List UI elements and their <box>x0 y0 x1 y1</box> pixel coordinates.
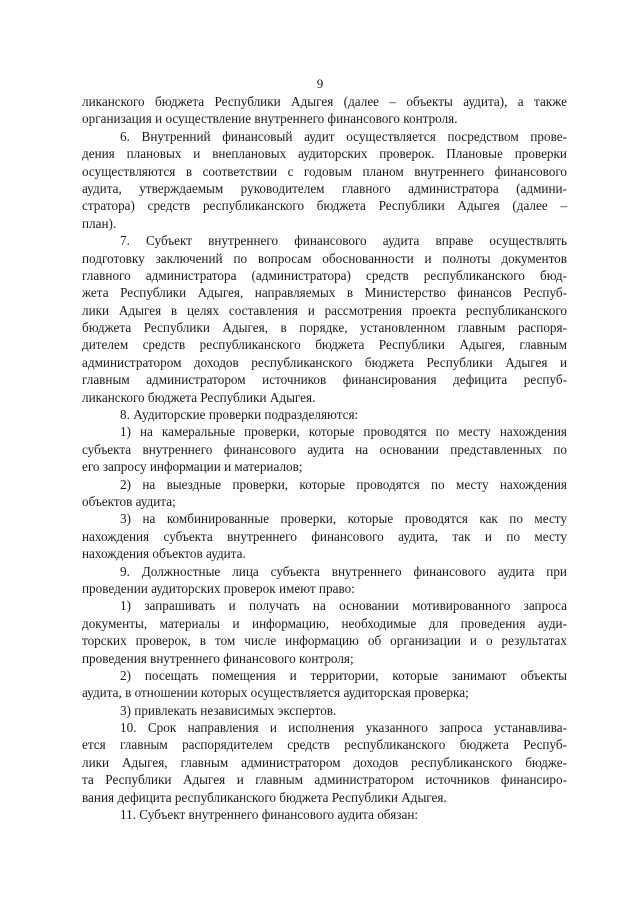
text-line: дения плановых и внеплановых аудиторских проверок. Плановые проверки <box>82 146 567 162</box>
text-line: ликанского бюджета Республики Адыгея (далее – объекты аудита), а также <box>82 94 567 109</box>
text-line: подготовку заключений по вопросам обоснованности и полноты документов <box>82 250 567 266</box>
text-line: главного администратора (администратора) средств республиканского бюд- <box>82 267 567 283</box>
text-line: нахождения субъекта внутреннего финансового аудита, так и по месту <box>82 528 567 544</box>
text-line: аудита, в отношении которых осуществляется аудиторская проверка; <box>82 685 469 701</box>
text-line: главным администратором источников финансирования дефицита респуб- <box>82 372 567 388</box>
paragraph <box>82 476 567 511</box>
text-line: документы, материалы и информацию, необходимые для проведения ауди- <box>82 615 567 631</box>
text-line: ется главным распорядителем средств республиканского бюджета Респуб- <box>82 737 567 753</box>
text-line: нахождения объектов аудита. <box>82 546 246 562</box>
paragraph <box>82 563 567 598</box>
text-line: субъекта внутреннего финансового аудита на основании представленных по <box>82 441 567 457</box>
text-line: бюджета Республики Адыгея, в порядке, установленном главным распоря- <box>82 320 567 336</box>
text-line: администратором доходов республиканского бюджета Республики Адыгея и <box>82 354 567 370</box>
text-line: 3) привлекать независимых экспертов. <box>120 702 337 718</box>
text-line: проведении аудиторских проверок имеют право: <box>82 580 355 596</box>
text-line: аудита, утверждаемым руководителем главного администратора (админи- <box>82 180 567 196</box>
text-line: 6. Внутренний финансовый аудит осуществляется посредством прове- <box>120 128 567 144</box>
document-body <box>82 93 567 823</box>
paragraph <box>82 128 567 232</box>
paragraph <box>82 719 567 806</box>
page-number: 9 <box>316 76 324 91</box>
text-line: та Республики Адыгея и главным администратором источников финансиро- <box>82 772 567 788</box>
text-line: 8. Аудиторские проверки подразделяются: <box>120 407 359 423</box>
text-line: 1) на камеральные проверки, которые проводятся по месту нахождения <box>120 424 567 440</box>
text-line: 1) запрашивать и получать на основании мотивированного запроса <box>120 598 567 614</box>
text-line: вания дефицита республиканского бюджета Республики Адыгея. <box>82 789 447 805</box>
text-line: дителем средств республиканского бюджета Республики Адыгея, главным <box>82 337 567 353</box>
paragraph <box>82 93 567 128</box>
paragraph <box>82 667 567 702</box>
paragraph <box>82 406 567 423</box>
text-line: 2) посещать помещения и территории, которые занимают объекты <box>120 667 567 683</box>
text-line: организация и осуществление внутреннего финансового контроля. <box>82 111 458 127</box>
text-line: жета Республики Адыгея, направляемых в Министерство финансов Респуб- <box>82 285 567 301</box>
text-line: ликанского бюджета Республики Адыгея. <box>82 389 316 405</box>
text-line: 2) на выездные проверки, которые проводятся по месту нахождения <box>120 476 567 492</box>
paragraph <box>82 232 567 406</box>
paragraph <box>82 806 567 823</box>
text-line: стратора) средств республиканского бюджета Республики Адыгея (далее – <box>82 198 567 214</box>
text-line: объектов аудита; <box>82 493 176 509</box>
text-line: его запросу информации и материалов; <box>82 459 303 475</box>
text-line: 11. Субъект внутреннего финансового аудита обязан: <box>120 807 419 823</box>
paragraph <box>82 597 567 667</box>
paragraph <box>82 510 567 562</box>
text-line: план). <box>82 215 117 231</box>
text-line: торских проверок, в том числе информацию об организации и о результатах <box>82 633 567 649</box>
text-line: 9. Должностные лица субъекта внутреннего финансового аудита при <box>120 563 567 579</box>
paragraph <box>82 423 567 475</box>
text-line: 7. Субъект внутреннего финансового аудита вправе осуществлять <box>120 233 567 249</box>
text-line: осуществляются в соответствии с годовым планом внутреннего финансового <box>82 163 567 179</box>
text-line: 3) на комбинированные проверки, которые проводятся как по месту <box>120 511 567 527</box>
text-line: 10. Срок направления и исполнения указанного запроса устанавлива- <box>120 720 567 736</box>
text-line: лики Адыгея в целях составления и рассмотрения проекта республиканского <box>82 302 567 318</box>
text-line: лики Адыгея, главным администратором доходов республиканского бюдже- <box>82 754 567 770</box>
paragraph <box>82 702 567 719</box>
text-line: проведения внутреннего финансового контроля; <box>82 650 354 666</box>
